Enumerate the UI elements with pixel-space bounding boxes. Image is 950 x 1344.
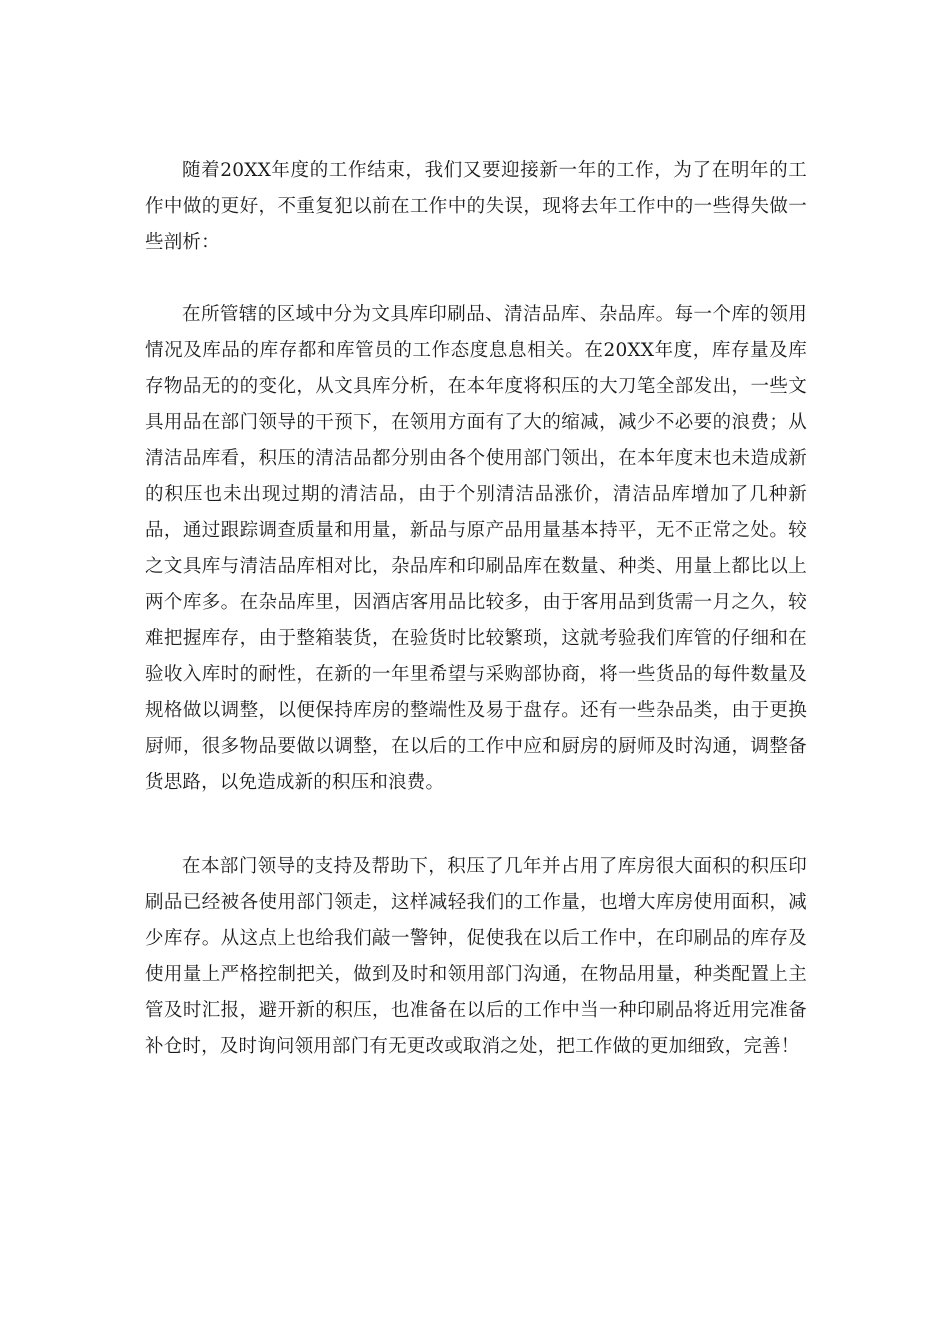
paragraph-warehouse-analysis: 在所管辖的区域中分为文具库印刷品、清洁品库、杂品库。每一个库的领用情况及库品的库存都和库管员的工作态度息息相关。在20XX年度，库存量及库存物品无的的变化，从文具库分析，在本年度将积压的大刀笔全部发出，一些文具用品在部门领导的干预下，在领用方面有了大的缩减，减少不必要的浪费；从清洁品库看，积压的清洁品都分别由各个使用部门领出，在本年度末也未造成新的积压也未出现过期的清洁品，由于个别清洁品涨价，清洁品库增加了几种新品，通过跟踪调查质量和用量，新品与原产品用量基本持平，无不正常之处。较之文具库与清洁品库相对比，杂品库和印刷品库在数量、种类、用量上都比以上两个库多。在杂品库里，因酒店客用品比较多，由于客用品到货需一月之久，较难把握库存，由于整箱装货，在验货时比较繁琐，这就考验我们库管的仔细和在验收入库时的耐性，在新的一年里希望与采购部协商，将一些货品的每件数量及规格做以调整，以便保持库房的整端性及易于盘存。还有一些杂品类，由于更换厨师，很多物品要做以调整，在以后的工作中应和厨房的厨师及时沟通，调整备货思路，以免造成新的积压和浪费。	[145, 304, 807, 793]
paragraph-printed-materials: 在本部门领导的支持及帮助下，积压了几年并占用了库房很大面积的积压印刷品已经被各使用部门领走，这样减轻我们的工作量，也增大库房使用面积，减少库存。从这点上也给我们敲一警钟，促使我在以后工作中，在印刷品的库存及使用量上严格控制把关，做到及时和领用部门沟通，在物品用量，种类配置上主管及时汇报，避开新的积压，也准备在以后的工作中当一种印刷品将近用完准备补仓时，及时询问领用部门有无更改或取消之处，把工作做的更加细致，完善！	[145, 856, 807, 1057]
paragraph-intro: 随着20XX年度的工作结束，我们又要迎接新一年的工作，为了在明年的工作中做的更好，不重复犯以前在工作中的失误，现将去年工作中的一些得失做一些剖析：	[145, 160, 807, 253]
